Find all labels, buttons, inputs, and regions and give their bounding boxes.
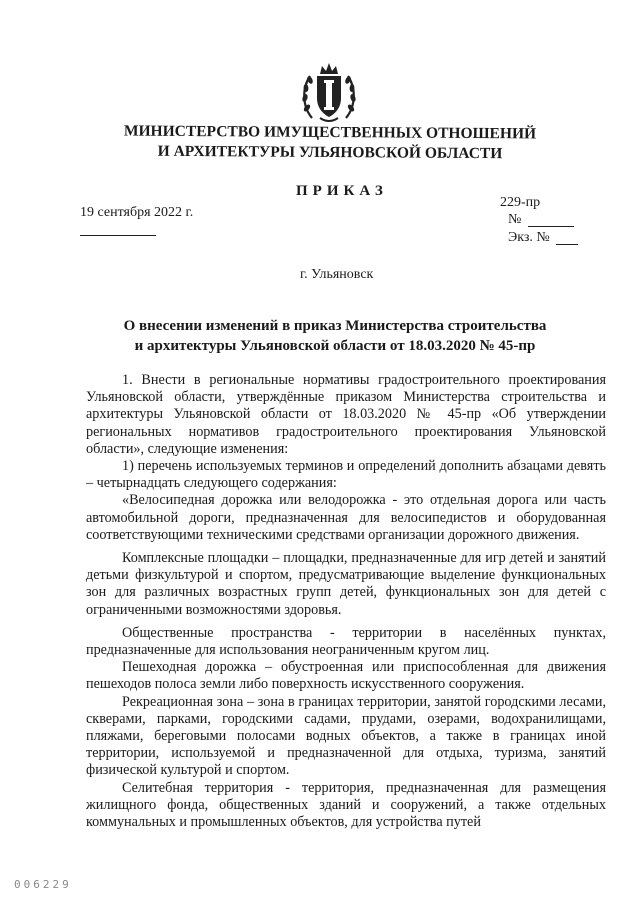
order-body	[86, 372, 606, 831]
order-date: 19 сентября 2022 г.	[80, 205, 194, 220]
date-underline	[80, 235, 156, 236]
title-line-2: и архитектуры Ульяновской области от 18.03.2020 № 45-пр	[134, 338, 536, 354]
paragraph-6: Пешеходная дорожка – обустроенная или приспособленная для движения пешеходов полоса земли либо поверхность искусственного сооружения.	[86, 659, 606, 693]
document-type: ПРИКАЗ	[296, 183, 388, 199]
ministry-line-2: И АРХИТЕКТУРЫ УЛЬЯНОВСКОЙ ОБЛАСТИ	[157, 142, 503, 163]
order-number: 229-пр	[500, 195, 541, 210]
copy-number-underline	[556, 244, 578, 245]
number-underline	[528, 226, 574, 227]
city: г. Ульяновск	[300, 267, 374, 282]
coat-of-arms-icon	[298, 60, 360, 126]
ministry-name	[60, 123, 600, 163]
paragraph-5: Общественные пространства - территории в населённых пунктах, предназначенные для использования неограниченным кругом лиц.	[86, 624, 606, 659]
page-stamp: 006229	[14, 878, 72, 891]
paragraph-3: «Велосипедная дорожка или велодорожка - это отдельная дорога или часть автомобильной дороги, предназначенная для велосипедистов и оборудованная соответствующими техническими средствами организации дорожного движения.	[86, 492, 606, 543]
ministry-line-1: МИНИСТЕРСТВО ИМУЩЕСТВЕННЫХ ОТНОШЕНИЙ	[123, 122, 537, 143]
order-title	[100, 316, 570, 356]
paragraph-7: Рекреационная зона – зона в границах территории, занятой городскими лесами, скверами, парками, городскими садами, прудами, озерами, водохранилищами, пляжами, береговыми полосами водных объектов, а также в границах иной территории, используемой и предназначенной для отдыха, туризма, занятий физической культурой и спортом.	[86, 693, 606, 779]
copy-number-label: Экз. №	[508, 230, 550, 245]
paragraph-8: Селитебная территория - территория, предназначенная для размещения жилищного фонда, общественных зданий и сооружений, а также отдельных коммунальных и промышленных объектов, для устройства путей	[86, 779, 606, 831]
paragraph-4: Комплексные площадки – площадки, предназначенные для игр детей и занятий детьми физкультурой и спортом, предусматривающие выделение функциональных зон для различных возрастных групп детей, функциональных зон для детей с ограниченными возможностями здоровья.	[86, 550, 606, 618]
paragraph-1: 1. Внести в региональные нормативы градостроительного проектирования Ульяновской области, утверждённые приказом Министерства строительства и архитектуры Ульяновской области от 18.03.2020 № 45-пр «Об утверждении региональных нормативов градостроительного проектирования Ульяновской области», следующие изменения:	[86, 372, 606, 457]
title-line-1: О внесении изменений в приказ Министерства строительства	[123, 318, 547, 334]
paragraph-2: 1) перечень используемых терминов и определений дополнить абзацами девять – четырнадцать следующего содержания:	[86, 458, 606, 492]
number-label: №	[508, 212, 522, 227]
